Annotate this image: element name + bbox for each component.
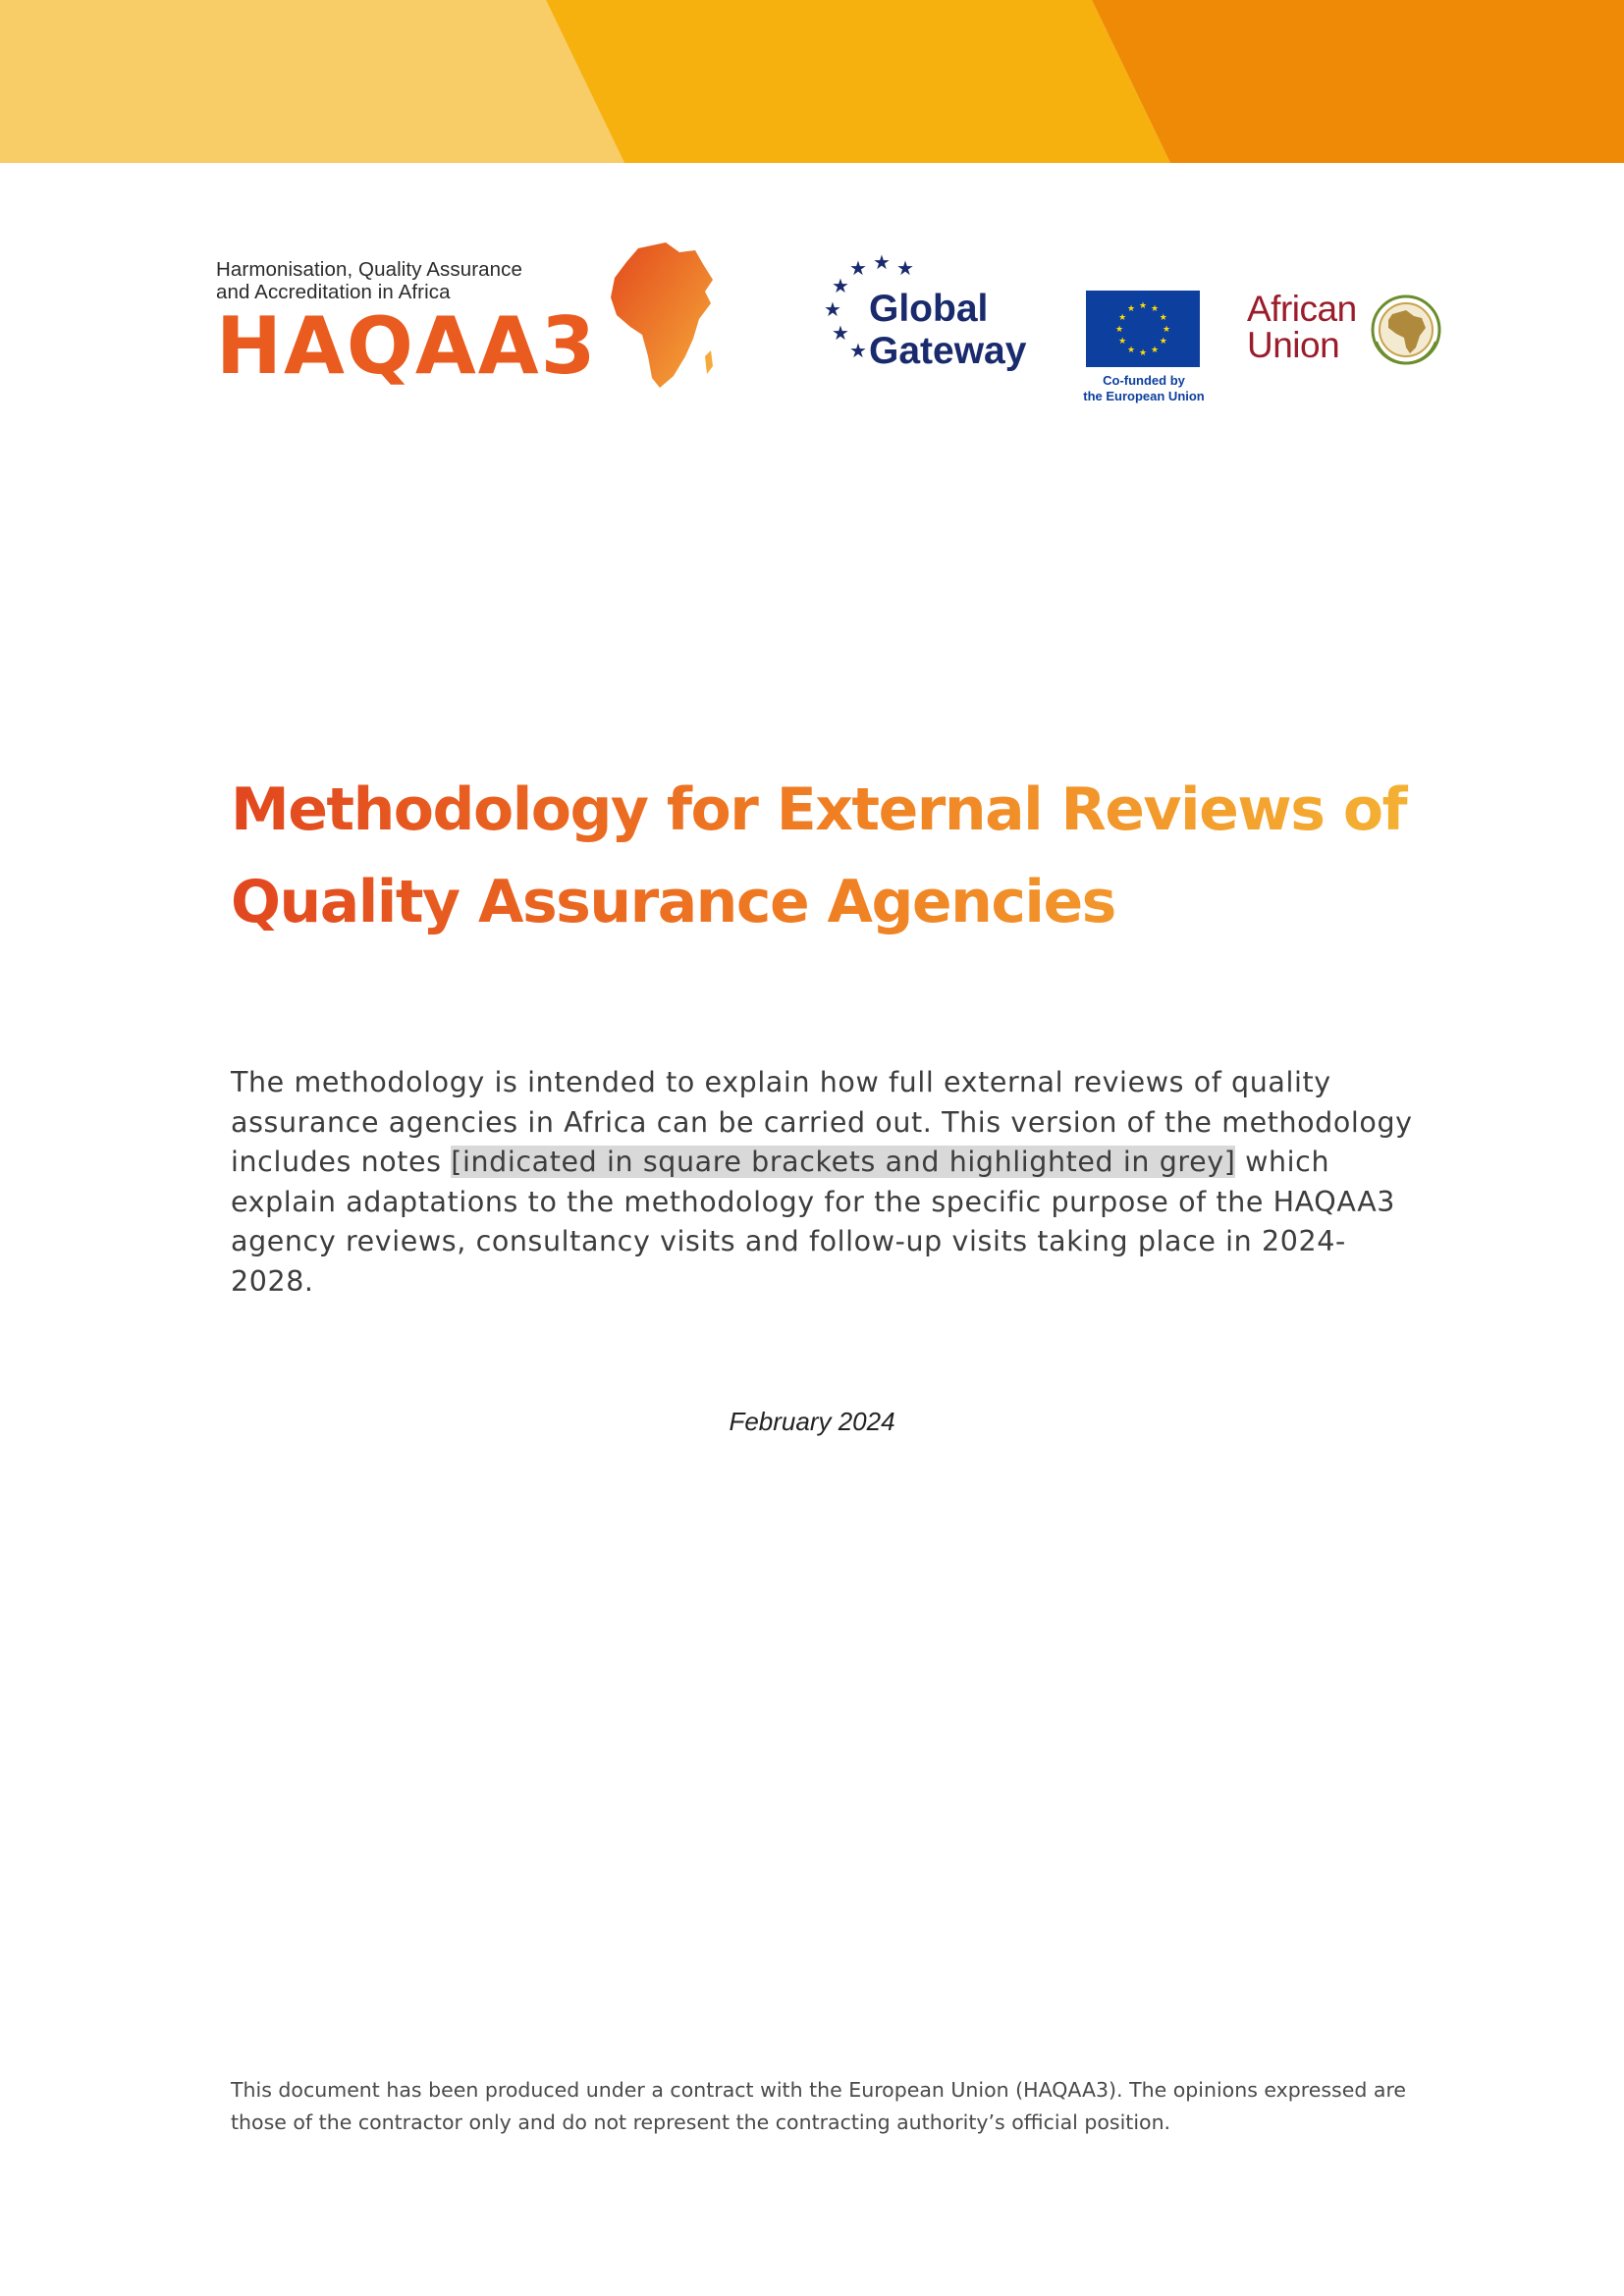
eu-star-icon: ★ bbox=[1126, 345, 1136, 355]
banner-middle-band bbox=[546, 0, 1170, 163]
eu-caption-line1: Co-funded by bbox=[1103, 373, 1185, 388]
document-title-line2: Quality Assurance Agencies bbox=[231, 868, 1115, 936]
eu-flag-icon bbox=[1086, 291, 1200, 367]
intro-text-part1: The methodology is intended to explain how full external reviews of quality assurance agencies in Africa can be carried out. This version of the methodology includes notes bbox=[231, 1066, 1413, 1178]
eu-star-icon: ★ bbox=[1162, 325, 1171, 335]
eu-star-icon: ★ bbox=[1159, 313, 1167, 323]
banner-left-band bbox=[0, 0, 624, 163]
eu-star-icon: ★ bbox=[1138, 301, 1148, 311]
eu-star-icon: ★ bbox=[1118, 313, 1127, 323]
global-gateway-text bbox=[869, 288, 1026, 372]
african-union-text bbox=[1247, 291, 1357, 363]
eu-star-icon: ★ bbox=[1126, 304, 1136, 315]
intro-paragraph bbox=[231, 1063, 1424, 1302]
haqaa3-tagline-line2: and Accreditation in Africa bbox=[216, 281, 451, 303]
eu-star-icon: ★ bbox=[1118, 337, 1127, 347]
eu-caption-line2: the European Union bbox=[1083, 389, 1205, 403]
star-icon: ★ bbox=[824, 297, 841, 321]
eu-star-icon: ★ bbox=[1150, 304, 1160, 315]
haqaa3-logo bbox=[216, 240, 707, 398]
african-union-line1: African bbox=[1247, 289, 1357, 329]
disclaimer-text: This document has been produced under a contract with the European Union (HAQAA3). The opinions expressed are those of the contractor only and do not represent the contracting authority’s official position. bbox=[231, 2078, 1407, 2134]
star-icon: ★ bbox=[849, 339, 867, 362]
global-gateway-logo bbox=[820, 250, 1065, 388]
global-gateway-line2: Gateway bbox=[869, 330, 1027, 372]
document-title-line1: Methodology for External Reviews of bbox=[231, 775, 1407, 844]
eu-star-icon: ★ bbox=[1114, 325, 1124, 335]
star-icon: ★ bbox=[832, 274, 849, 297]
star-icon: ★ bbox=[873, 250, 891, 274]
haqaa3-wordmark: HAQAA3 bbox=[216, 300, 598, 392]
global-gateway-line1: Global bbox=[869, 288, 989, 330]
eu-star-icon: ★ bbox=[1150, 345, 1160, 355]
star-icon: ★ bbox=[832, 321, 849, 345]
star-icon: ★ bbox=[849, 256, 867, 280]
african-union-logo bbox=[1247, 287, 1463, 375]
intro-text-part2: which explain adaptations to the methodology for the specific purpose of the HAQAA3 agency reviews, consultancy visits and follow-up visits taking place in 2024-2028. bbox=[231, 1146, 1396, 1298]
intro-highlighted-note: [indicated in square brackets and highlighted in grey] bbox=[451, 1146, 1236, 1178]
document-date: February 2024 bbox=[729, 1407, 895, 1436]
eu-star-icon: ★ bbox=[1138, 348, 1148, 358]
african-union-emblem-icon bbox=[1367, 293, 1445, 367]
banner-right-band bbox=[1092, 0, 1624, 163]
haqaa3-tagline-line1: Harmonisation, Quality Assurance bbox=[216, 258, 522, 281]
africa-map-icon bbox=[609, 240, 717, 393]
header-banner bbox=[0, 0, 1624, 163]
haqaa3-tagline bbox=[216, 258, 522, 303]
star-icon: ★ bbox=[896, 256, 914, 280]
document-title bbox=[231, 764, 1438, 948]
african-union-line2: Union bbox=[1247, 325, 1340, 365]
eu-star-icon: ★ bbox=[1159, 337, 1167, 347]
eu-cofunded-caption bbox=[1060, 373, 1227, 404]
